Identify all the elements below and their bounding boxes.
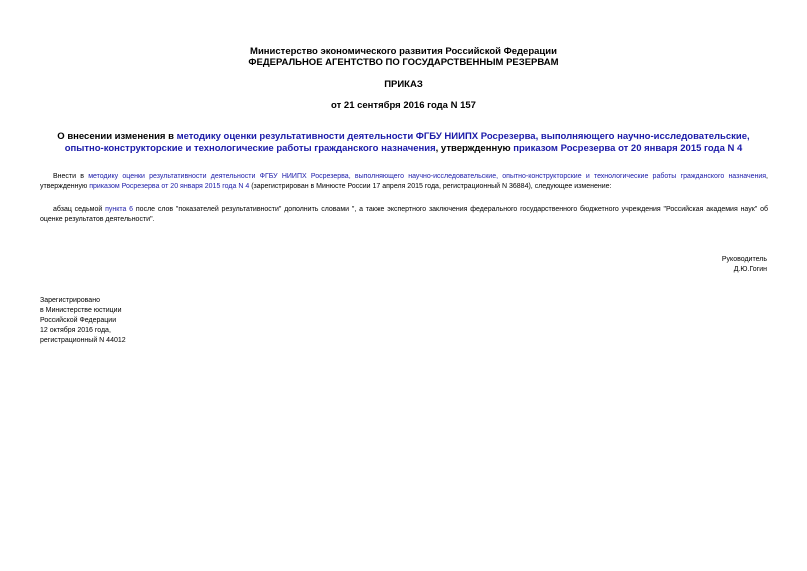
agency-name: ФЕДЕРАЛЬНОЕ АГЕНТСТВО ПО ГОСУДАРСТВЕННЫМ РЕЗЕРВАМ: [248, 57, 559, 68]
signature-block: [722, 255, 767, 275]
order-date: от 21 сентября 2016 года N 157: [331, 100, 476, 111]
paragraph1-middle: , утвержденную: [40, 173, 768, 190]
registration-block: [40, 296, 126, 346]
order-title: [40, 131, 767, 155]
registration-line: 12 октября 2016 года,: [40, 327, 111, 334]
paragraph1-suffix: (зарегистрирован в Минюсте России 17 апреля 2015 года, регистрационный N 36884), следующее изменение:: [249, 183, 612, 190]
paragraph-change: [40, 205, 768, 225]
registration-line: в Министерстве юстиции: [40, 307, 122, 314]
registration-line: Российской Федерации: [40, 317, 117, 324]
ministry-name: Министерство экономического развития Российской Федерации: [250, 46, 557, 57]
paragraph1-order-link[interactable]: приказом Росрезерва от 20 января 2015 года N 4: [89, 183, 250, 190]
paragraph-amendment: [40, 172, 768, 192]
document-header: [0, 46, 807, 68]
title-methodology-link[interactable]: методику оценки результативности деятельности ФГБУ НИИПХ Росрезерва, выполняющего научно-исследовательские, опытно-конструкторские и технологические работы гражданского назначения: [64, 131, 750, 154]
order-word: ПРИКАЗ: [384, 79, 423, 90]
title-order-link[interactable]: приказом Росрезерва от 20 января 2015 года N 4: [513, 143, 743, 154]
registration-line: регистрационный N 44012: [40, 337, 126, 344]
title-prefix: О внесении изменения в: [57, 131, 177, 142]
paragraph2-suffix: после слов "показателей результативности" дополнить словами ", а также экспертного заключения федерального государственного бюджетного учреждения "Российская академия наук" об оценке результатов деятельности".: [40, 206, 768, 223]
paragraph2-item-link[interactable]: пункта 6: [105, 206, 134, 213]
paragraph1-prefix: Внести в: [53, 173, 89, 180]
paragraph1-methodology-link[interactable]: методику оценки результативности деятельности ФГБУ НИИПХ Росрезерва, выполняющего научно-исследовательские, опытно-конструкторские и технологические работы гражданского назначения: [88, 173, 767, 180]
registration-line: Зарегистрировано: [40, 297, 100, 304]
paragraph2-prefix: абзац седьмой: [53, 206, 106, 213]
title-middle: , утвержденную: [435, 143, 514, 154]
signature-name: Д.Ю.Гогин: [733, 266, 767, 273]
signature-position: Руководитель: [721, 256, 767, 263]
